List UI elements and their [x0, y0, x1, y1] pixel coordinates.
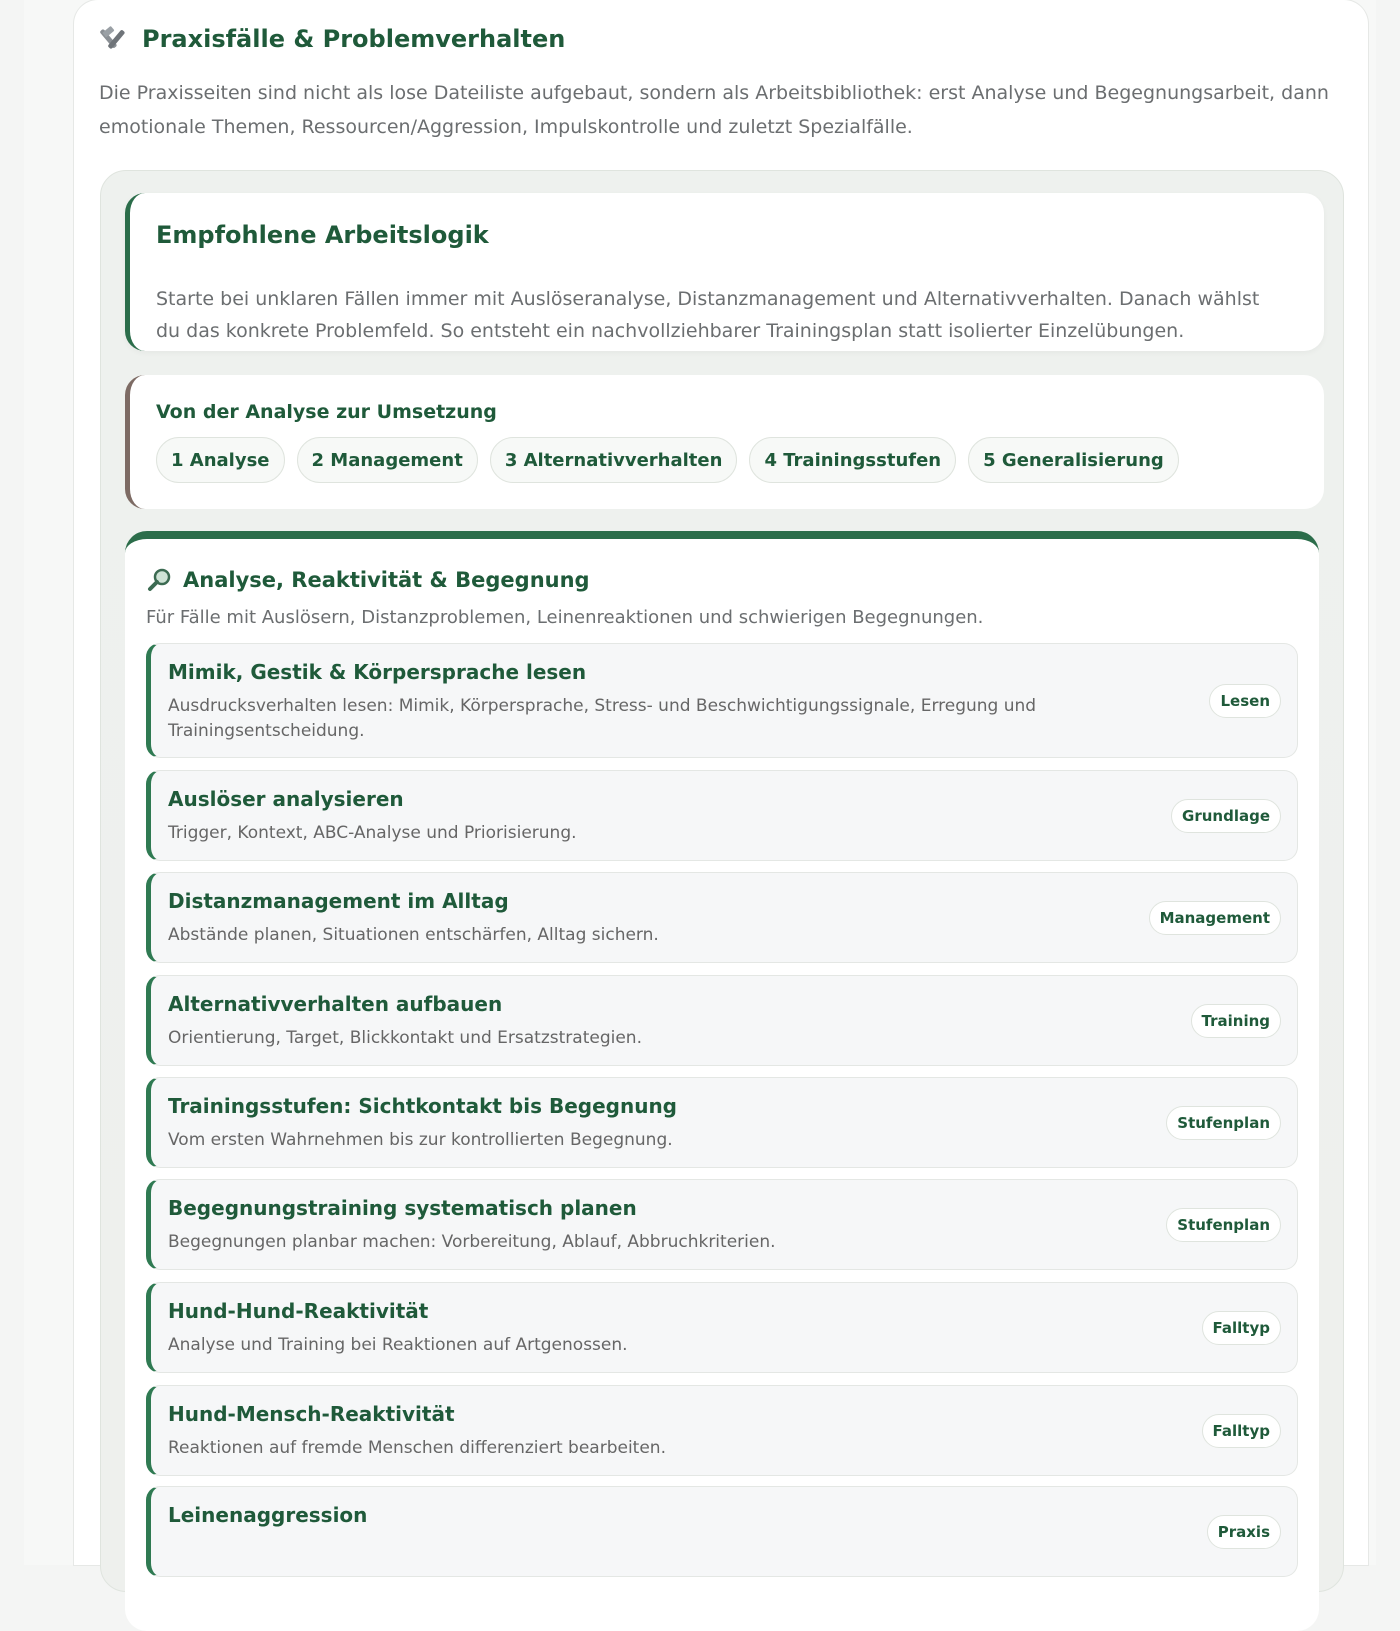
item-title: Begegnungstraining systematisch planen [168, 1196, 637, 1220]
list-item[interactable] [146, 770, 1298, 861]
step-generalisierung[interactable]: 5 Generalisierung [968, 437, 1179, 483]
list-item[interactable] [146, 1385, 1298, 1476]
step-alternativverhalten[interactable]: 3 Alternativverhalten [490, 437, 738, 483]
logic-card [125, 193, 1324, 351]
item-title: Leinenaggression [168, 1503, 368, 1527]
analysis-header [147, 567, 590, 593]
item-badge: Lesen [1209, 684, 1281, 718]
list-item[interactable] [146, 872, 1298, 963]
item-title: Mimik, Gestik & Körpersprache lesen [168, 660, 587, 684]
logic-title: Empfohlene Arbeitslogik [156, 221, 489, 249]
item-description: Reaktionen auf fremde Menschen differenziert bearbeiten. [168, 1438, 666, 1458]
tools-icon [100, 24, 130, 54]
steps-title: Von der Analyse zur Umsetzung [156, 401, 497, 423]
section-intro: Die Praxisseiten sind nicht als lose Dateiliste aufgebaut, sondern als Arbeitsbibliothek: erst Analyse und Begegnungsarbeit, dann emotionale Themen, Ressourcen/Aggression, Impulskontrolle und zuletzt Spezialfälle. [99, 82, 1329, 138]
list-item[interactable] [146, 643, 1298, 758]
list-item[interactable] [146, 1179, 1298, 1270]
item-title: Distanzmanagement im Alltag [168, 889, 509, 913]
step-trainingsstufen[interactable]: 4 Trainingsstufen [749, 437, 956, 483]
item-description: Ausdrucksverhalten lesen: Mimik, Körpersprache, Stress- und Beschwichtigungssignale, Erregung und Trainingsentscheidung. [168, 696, 1037, 741]
item-badge: Falltyp [1202, 1311, 1281, 1345]
item-description: Analyse und Training bei Reaktionen auf Artgenossen. [168, 1335, 628, 1355]
item-title: Alternativverhalten aufbauen [168, 992, 503, 1016]
list-item[interactable] [146, 1282, 1298, 1373]
item-title: Auslöser analysieren [168, 787, 404, 811]
item-title: Hund-Mensch-Reaktivität [168, 1402, 455, 1426]
content-panel [74, 0, 1368, 1565]
item-badge: Management [1149, 901, 1281, 935]
item-description: Abstände planen, Situationen entschärfen, Alltag sichern. [168, 925, 659, 945]
list-item[interactable] [146, 1486, 1298, 1577]
magnifier-icon [147, 567, 173, 593]
item-title: Trainingsstufen: Sichtkontakt bis Begegnung [168, 1094, 677, 1118]
item-description: Orientierung, Target, Blickkontakt und Ersatzstrategien. [168, 1028, 642, 1048]
step-analyse[interactable]: 1 Analyse [156, 437, 285, 483]
item-badge: Falltyp [1202, 1414, 1281, 1448]
list-item[interactable] [146, 1077, 1298, 1168]
list-item[interactable] [146, 975, 1298, 1066]
work-library [100, 170, 1344, 1592]
item-description: Trigger, Kontext, ABC-Analyse und Priorisierung. [168, 823, 577, 843]
item-badge: Stufenplan [1166, 1106, 1281, 1140]
page-background [24, 0, 1376, 1565]
analysis-description: Für Fälle mit Auslösern, Distanzproblemen, Leinenreaktionen und schwierigen Begegnungen. [146, 607, 984, 628]
item-description: Vom ersten Wahrnehmen bis zur kontrollierten Begegnung. [168, 1130, 673, 1150]
item-description: Begegnungen planbar machen: Vorbereitung, Ablauf, Abbruchkriterien. [168, 1232, 776, 1252]
analysis-card [125, 531, 1319, 1631]
logic-text: Starte bei unklaren Fällen immer mit Auslöseranalyse, Distanzmanagement und Alternativverhalten. Danach wählst du das konkrete Problemfeld. So entsteht ein nachvollziehbarer Trainingsplan statt isolierter Einzelübungen. [156, 288, 1260, 342]
steps-card [125, 375, 1324, 509]
steps-list [156, 437, 1179, 483]
item-badge: Grundlage [1171, 799, 1281, 833]
item-badge: Training [1191, 1004, 1281, 1038]
analysis-title: Analyse, Reaktivität & Begegnung [183, 568, 590, 592]
item-badge: Praxis [1207, 1515, 1281, 1549]
section-header [100, 24, 565, 54]
item-title: Hund-Hund-Reaktivität [168, 1299, 429, 1323]
step-management[interactable]: 2 Management [297, 437, 478, 483]
item-badge: Stufenplan [1166, 1208, 1281, 1242]
section-title: Praxisfälle & Problemverhalten [142, 25, 566, 53]
